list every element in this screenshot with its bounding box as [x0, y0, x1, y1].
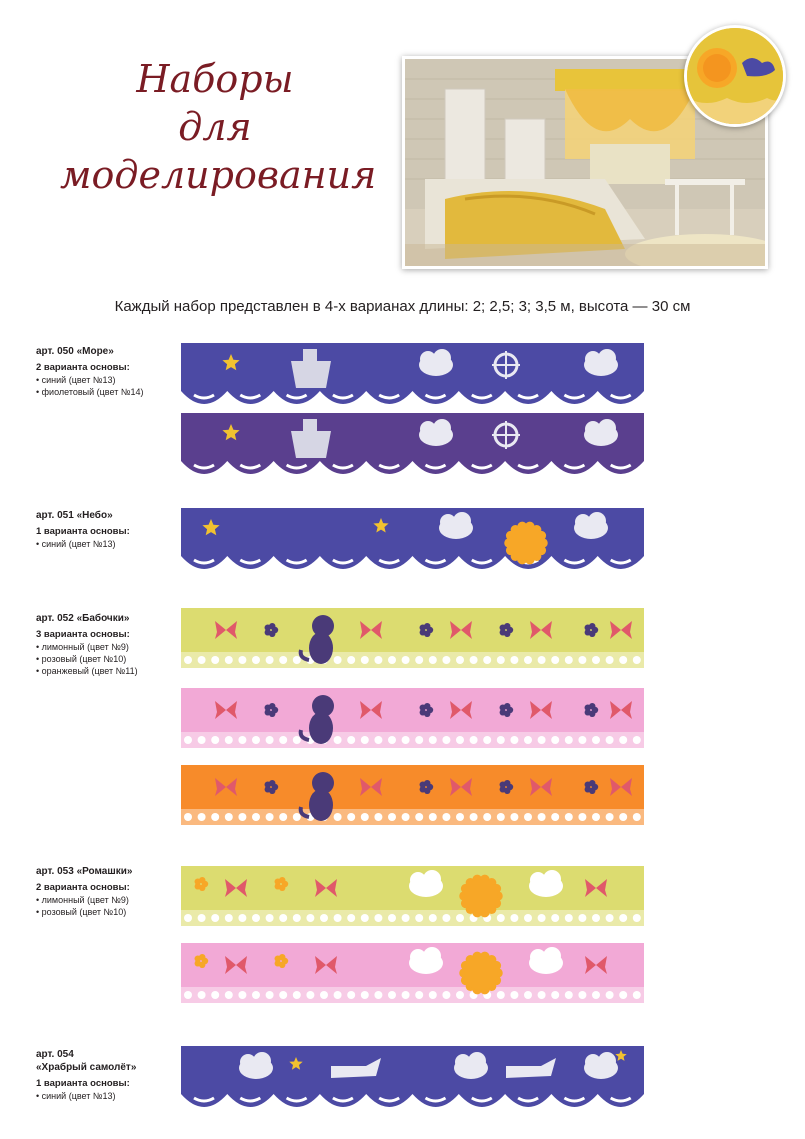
cloud-icon	[409, 870, 443, 897]
lace-hole	[606, 991, 614, 999]
lace-hole	[578, 914, 586, 922]
lace-hole	[347, 813, 355, 821]
set-051-variants-title: 1 варианта основы:	[36, 526, 130, 537]
lace-hole	[551, 813, 559, 821]
lace-hole	[238, 656, 246, 664]
lace-strip	[181, 910, 644, 926]
lace-hole	[606, 813, 614, 821]
lace-hole	[551, 656, 559, 664]
lace-hole	[374, 813, 382, 821]
lace-hole	[184, 914, 192, 922]
lace-hole	[374, 736, 382, 744]
lace-hole	[565, 914, 573, 922]
lace-hole	[551, 914, 559, 922]
band-053-lemon	[181, 866, 644, 946]
lace-hole	[415, 991, 423, 999]
cloud-icon	[584, 349, 618, 376]
lace-hole	[442, 813, 450, 821]
set-054-article	[36, 1048, 176, 1074]
set-053-variant-1: • лимонный (цвет №9)	[36, 894, 176, 906]
lace-hole	[415, 914, 423, 922]
lace-hole	[633, 991, 641, 999]
page-subtitle: Каждый набор представлен в 4-х варианах длины: 2; 2,5; 3; 3,5 м, высота — 30 см	[114, 298, 691, 315]
lace-hole	[347, 656, 355, 664]
lace-hole	[524, 736, 532, 744]
lace-hole	[306, 991, 314, 999]
title-line-3: моделирования	[60, 153, 377, 197]
band-051-blue	[181, 508, 644, 588]
lace-hole	[347, 991, 355, 999]
lace-hole	[497, 991, 505, 999]
lace-hole	[279, 656, 287, 664]
lace-hole	[374, 991, 382, 999]
lace-strip	[181, 809, 644, 825]
lace-hole	[456, 914, 464, 922]
set-053-variant-2: • розовый (цвет №10)	[36, 906, 176, 918]
lace-hole	[402, 736, 410, 744]
lace-hole	[184, 991, 192, 999]
cloud-icon	[409, 947, 443, 974]
band-052-orange	[181, 765, 644, 845]
lace-hole	[279, 736, 287, 744]
lace-hole	[225, 991, 233, 999]
lace-hole	[442, 914, 450, 922]
lace-hole	[442, 736, 450, 744]
lace-hole	[266, 991, 274, 999]
cloud-icon	[454, 1052, 488, 1079]
lace-hole	[565, 813, 573, 821]
lace-hole	[592, 914, 600, 922]
lace-hole	[293, 914, 301, 922]
band-052-pink	[181, 688, 644, 768]
cloud-icon	[419, 419, 453, 446]
set-054-article-line-2: «Храбрый самолёт»	[36, 1062, 137, 1073]
lace-hole	[510, 991, 518, 999]
lace-hole	[429, 656, 437, 664]
lace-hole	[633, 736, 641, 744]
lace-hole	[252, 813, 260, 821]
lace-hole	[510, 656, 518, 664]
lace-hole	[483, 736, 491, 744]
lace-hole	[238, 736, 246, 744]
lace-hole	[293, 991, 301, 999]
lace-hole	[429, 813, 437, 821]
lace-hole	[551, 736, 559, 744]
lace-hole	[510, 813, 518, 821]
lace-hole	[483, 813, 491, 821]
lace-hole	[225, 736, 233, 744]
set-052-article: арт. 052 «Бабочки»	[36, 613, 130, 624]
lace-hole	[524, 991, 532, 999]
set-051-variant-1: • синий (цвет №13)	[36, 538, 176, 550]
set-052-variants-title: 3 варианта основы:	[36, 629, 130, 640]
lace-hole	[306, 914, 314, 922]
lace-hole	[592, 736, 600, 744]
lace-hole	[198, 736, 206, 744]
cloud-icon	[529, 947, 563, 974]
lace-hole	[198, 914, 206, 922]
lace-hole	[347, 736, 355, 744]
lace-hole	[279, 813, 287, 821]
lace-hole	[483, 656, 491, 664]
lace-hole	[184, 813, 192, 821]
title-line-2: для	[178, 105, 252, 149]
lace-hole	[524, 813, 532, 821]
lace-hole	[252, 914, 260, 922]
set-050-variant-2: • фиолетовый (цвет №14)	[36, 386, 176, 398]
lace-hole	[538, 813, 546, 821]
lace-hole	[592, 991, 600, 999]
lace-hole	[252, 736, 260, 744]
lace-hole	[402, 991, 410, 999]
band-base	[181, 413, 644, 474]
lace-hole	[266, 914, 274, 922]
set-051-info	[36, 509, 176, 550]
lace-hole	[198, 813, 206, 821]
cloud-icon	[584, 1052, 618, 1079]
lace-hole	[388, 736, 396, 744]
lace-hole	[633, 656, 641, 664]
lace-hole	[388, 813, 396, 821]
set-053-variants-title: 2 варианта основы:	[36, 882, 130, 893]
lace-hole	[538, 656, 546, 664]
cloud-icon	[584, 419, 618, 446]
lace-hole	[456, 736, 464, 744]
lace-hole	[334, 914, 342, 922]
lace-hole	[388, 656, 396, 664]
lace-hole	[470, 656, 478, 664]
lace-hole	[279, 914, 287, 922]
lace-hole	[470, 813, 478, 821]
lace-hole	[497, 736, 505, 744]
band-052-lemon	[181, 608, 644, 688]
lace-hole	[429, 736, 437, 744]
lace-hole	[538, 991, 546, 999]
lace-hole	[415, 813, 423, 821]
set-054-info	[36, 1048, 176, 1102]
lace-hole	[225, 914, 233, 922]
set-050-variant-1: • синий (цвет №13)	[36, 374, 176, 386]
lace-hole	[619, 991, 627, 999]
lace-hole	[361, 656, 369, 664]
lace-hole	[606, 656, 614, 664]
lace-hole	[266, 813, 274, 821]
cloud-icon	[239, 1052, 273, 1079]
set-053-article: арт. 053 «Ромашки»	[36, 866, 133, 877]
lace-hole	[211, 656, 219, 664]
band-base	[181, 608, 644, 652]
lace-hole	[470, 736, 478, 744]
lace-hole	[402, 813, 410, 821]
lace-strip	[181, 732, 644, 748]
lace-hole	[524, 914, 532, 922]
title-line-1: Наборы	[136, 57, 294, 101]
lace-hole	[211, 991, 219, 999]
lace-hole	[198, 656, 206, 664]
lace-hole	[497, 813, 505, 821]
set-050-article: арт. 050 «Море»	[36, 346, 114, 357]
lace-hole	[510, 736, 518, 744]
valance-detail-circle	[684, 25, 786, 127]
lace-hole	[415, 736, 423, 744]
lace-hole	[538, 914, 546, 922]
lace-hole	[361, 991, 369, 999]
set-050-info	[36, 345, 176, 398]
set-053-info	[36, 865, 176, 918]
lace-hole	[633, 813, 641, 821]
lace-hole	[551, 991, 559, 999]
lace-hole	[578, 813, 586, 821]
set-054-variants-title: 1 варианта основы:	[36, 1078, 130, 1089]
lace-hole	[320, 914, 328, 922]
lace-hole	[266, 736, 274, 744]
lace-hole	[402, 656, 410, 664]
set-052-variant-3: • оранжевый (цвет №11)	[36, 665, 176, 677]
lace-hole	[211, 813, 219, 821]
cloud-icon	[439, 512, 473, 539]
band-base	[181, 765, 644, 809]
lace-hole	[238, 991, 246, 999]
lace-hole	[578, 656, 586, 664]
lace-hole	[565, 656, 573, 664]
lace-hole	[198, 991, 206, 999]
lace-hole	[225, 813, 233, 821]
lace-hole	[388, 991, 396, 999]
lace-hole	[238, 914, 246, 922]
lace-hole	[538, 736, 546, 744]
lace-hole	[279, 991, 287, 999]
lace-hole	[456, 813, 464, 821]
lace-hole	[442, 991, 450, 999]
set-052-variant-1: • лимонный (цвет №9)	[36, 641, 176, 653]
lace-hole	[578, 736, 586, 744]
lace-hole	[442, 656, 450, 664]
set-052-variant-2: • розовый (цвет №10)	[36, 653, 176, 665]
lace-hole	[619, 914, 627, 922]
lace-hole	[293, 813, 301, 821]
lace-hole	[415, 656, 423, 664]
band-base	[181, 343, 644, 404]
lace-hole	[320, 991, 328, 999]
lace-hole	[619, 656, 627, 664]
lace-hole	[456, 656, 464, 664]
lace-strip	[181, 652, 644, 668]
lace-hole	[266, 656, 274, 664]
set-052-info	[36, 612, 176, 677]
band-base	[181, 688, 644, 732]
lace-hole	[524, 656, 532, 664]
lace-hole	[578, 991, 586, 999]
cloud-icon	[419, 349, 453, 376]
band-053-pink	[181, 943, 644, 1023]
set-051-article: арт. 051 «Небо»	[36, 510, 113, 521]
lace-hole	[252, 991, 260, 999]
lace-strip	[181, 987, 644, 1003]
lace-hole	[374, 656, 382, 664]
lace-hole	[374, 914, 382, 922]
lace-hole	[361, 914, 369, 922]
lace-hole	[606, 914, 614, 922]
lace-hole	[456, 991, 464, 999]
lace-hole	[402, 914, 410, 922]
set-054-article-line-1: арт. 054	[36, 1049, 74, 1060]
cloud-icon	[529, 870, 563, 897]
band-050-blue	[181, 343, 644, 423]
lace-hole	[252, 656, 260, 664]
lace-hole	[619, 813, 627, 821]
lace-hole	[334, 813, 342, 821]
page-title	[60, 55, 377, 199]
lace-hole	[497, 656, 505, 664]
lace-hole	[184, 656, 192, 664]
lace-hole	[565, 991, 573, 999]
lace-hole	[592, 813, 600, 821]
lace-hole	[347, 914, 355, 922]
lace-hole	[238, 813, 246, 821]
lace-hole	[211, 914, 219, 922]
lace-hole	[633, 914, 641, 922]
band-base	[181, 508, 644, 569]
lace-hole	[361, 736, 369, 744]
lace-hole	[334, 736, 342, 744]
lace-hole	[211, 736, 219, 744]
lace-hole	[429, 914, 437, 922]
lace-hole	[334, 656, 342, 664]
lace-hole	[510, 914, 518, 922]
lace-hole	[184, 736, 192, 744]
lace-hole	[293, 656, 301, 664]
lace-hole	[293, 736, 301, 744]
lace-hole	[619, 736, 627, 744]
lace-hole	[565, 736, 573, 744]
lace-hole	[429, 991, 437, 999]
lace-hole	[388, 914, 396, 922]
set-054-variant-1: • синий (цвет №13)	[36, 1090, 176, 1102]
set-050-variants-title: 2 варианта основы:	[36, 362, 130, 373]
lace-hole	[606, 736, 614, 744]
lace-hole	[225, 656, 233, 664]
lace-hole	[334, 991, 342, 999]
cloud-icon	[574, 512, 608, 539]
band-054-blue	[181, 1046, 644, 1126]
band-050-violet	[181, 413, 644, 493]
lace-hole	[497, 914, 505, 922]
lace-hole	[361, 813, 369, 821]
lace-hole	[592, 656, 600, 664]
